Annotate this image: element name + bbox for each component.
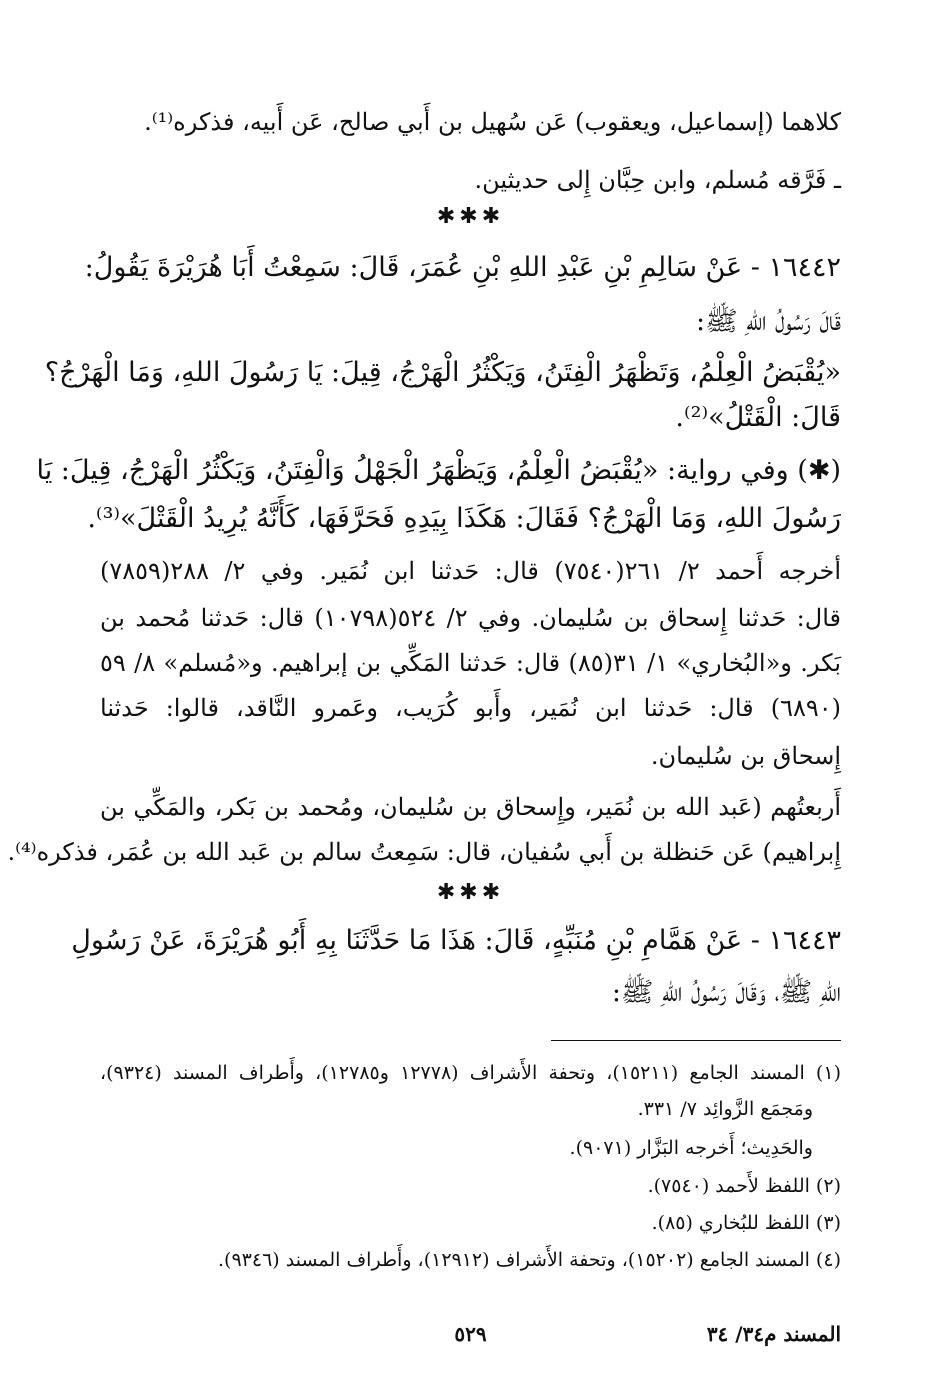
intro-line-1: كلاهما (إسماعيل، ويعقوب) عَن سُهيل بن أَبي صالح، عَن أَبيه، فذكره⁽¹⁾. (144, 108, 841, 136)
hadith-16442-line-2: قَالَ رَسُولُ اللهِ ﷺ: (695, 306, 841, 337)
hadith-16442-line-1: ١٦٤٤٢ - عَنْ سَالِمِ بْنِ عَبْدِ اللهِ بْنِ عُمَرَ، قَالَ: سَمِعْتُ أَبَا هُرَيْرَةَ يَقُولُ: (84, 252, 841, 283)
takhrij-line-3: بَكر. و«البُخاري» ١/ ٣١(٨٥) قال: حَدثنا المَكِّي بن إبراهيم. و«مُسلم» ٨/ ٥٩ (100, 649, 842, 677)
section-separator: ✱✱✱ (436, 204, 505, 229)
section-separator: ✱✱✱ (436, 880, 505, 905)
hadith-16443-line-1: ١٦٤٤٣ - عَنْ هَمَّامِ بْنِ مُنَبِّهٍ، قَالَ: هَذَا مَا حَدَّثَنَا بِهِ أَبُو هُرَيْرَةَ، عَنْ رَسُولِ (71, 925, 841, 956)
volume-signature: المسند م٣٤/ ٣٤ (706, 1322, 841, 1346)
intro-line-2: ـ فَرَّقه مُسلم، وابن حِبَّان إِلى حديثين. (474, 166, 841, 194)
footnote-1-line-1: (١) المسند الجامع (١٥٢١١)، وتحفة الأَشراف (١٢٧٧٨ و١٢٧٨٥)، وأَطراف المسند (٩٣٢٤)، (100, 1062, 841, 1084)
takhrij-line-5: إِسحاق بن سُليمان. (650, 742, 841, 770)
riwaya-line-1: (✱) وفي رواية: «يُقْبَضُ الْعِلْمُ، وَيَظْهَرُ الْجَهْلُ وَالْفِتَنُ، وَيَكْثُرُ الْهَرْجُ، قِيلَ: يَا (36, 455, 841, 486)
page-number: ٥٢٩ (454, 1322, 487, 1346)
footnote-divider (551, 1040, 841, 1041)
footnote-1-line-2: ومَجمَع الزَّوائِد ٧/ ٣٣١. (637, 1098, 813, 1120)
footnote-2: (٢) اللفظ لأَحمد (٧٥٤٠). (647, 1175, 841, 1197)
matn-line-1: «يُقْبَضُ الْعِلْمُ، وَتَظْهَرُ الْفِتَنُ، وَيَكْثُرُ الْهَرْجُ، قِيلَ: يَا رَسُولَ اللهِ، وَمَا الْهَرْجُ؟ (44, 357, 841, 388)
riwaya-line-2: رَسُولَ اللهِ، وَمَا الْهَرْجُ؟ فَقَالَ: هَكَذَا بِيَدِهِ فَحَرَّفَهَا، كَأَنَّهُ يُرِيدُ الْقَتْلَ»⁽³⁾. (87, 503, 841, 534)
arbaa-line-2: إِبراهيم) عَن حَنظلة بن أَبي سُفيان، قال: سَمِعتُ سالم بن عَبد الله بن عُمَر، فذكره⁽⁴⁾. (7, 838, 841, 866)
hadith-16443-line-2: اللهِ ﷺ، وَقَالَ رَسُولُ اللهِ ﷺ: (611, 977, 841, 1008)
footnote-3: (٣) اللفظ للبُخاري (٨٥). (651, 1212, 841, 1234)
matn-line-2: قَالَ: الْقَتْلُ»⁽²⁾. (675, 402, 841, 433)
footnote-1-line-3: والحَدِيث؛ أَخرجه البَزَّار (٩٠٧١). (569, 1137, 813, 1159)
takhrij-line-2: قال: حَدثنا إِسحاق بن سُليمان. وفي ٢/ ٥٢٤(١٠٧٩٨) قال: حَدثنا مُحمد بن (100, 604, 841, 632)
footnote-4: (٤) المسند الجامع (١٥٢٠٢)، وتحفة الأَشراف (١٢٩١٢)، وأَطراف المسند (٩٣٤٦). (218, 1249, 841, 1271)
takhrij-line-1: أخرجه أَحمد ٢/ ٢٦١(٧٥٤٠) قال: حَدثنا ابن نُمَير. وفي ٢/ ٢٨٨(٧٨٥٩) (100, 557, 842, 585)
arbaa-line-1: أَربعتُهم (عَبد الله بن نُمَير، وإِسحاق بن سُليمان، ومُحمد بن بَكر، والمَكِّي بن (100, 793, 841, 821)
takhrij-line-4: (٦٨٩٠) قال: حَدثنا ابن نُمَير، وأَبو كُرَيب، وعَمرو النَّاقد، قالوا: حَدثنا (100, 694, 841, 722)
